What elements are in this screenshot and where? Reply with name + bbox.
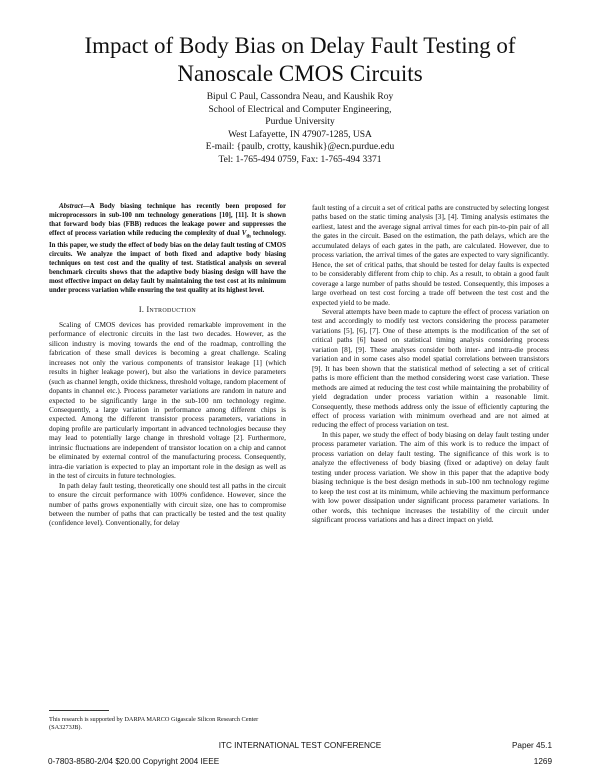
- footer-page-number: 1269: [533, 757, 552, 766]
- footnote-divider: [49, 710, 109, 711]
- footer-conference: ITC INTERNATIONAL TEST CONFERENCE: [218, 741, 382, 750]
- intro-paragraph-4: Several attempts have been made to capture the effect of process variation on test and accordingly to modify test vectors considering the process parameter variations [5], [6], [7]. One of these attempts is the modification of the set of critical paths [6] based on statistical timing analysis considering process variation [8], [9]. These analyses consider both inter- and intra-die process variation and in some cases also model spatial correlations between transistors [9]. It has been shown that the statistical method of selecting a set of critical paths is more efficient than the method considering worst case variation. These methods are aimed at reducing the test cost while maintaining the probability of yield degradation under process variation within a reasonable limit. Consequently, these methods address only the issue of efficiently capturing the effect of process variation with minimum overhead and are not aimed at reducing the effect of process variation on test.: [312, 306, 549, 430]
- author-email: E-mail: {paulb, crotty, kaushik}@ecn.purdue.edu: [205, 142, 395, 153]
- intro-paragraph-1: Scaling of CMOS devices has provided remarkable improvement in the performance of electronic circuits in the last two decades. However, as the silicon industry is moving towards the end of the roadmap, controlling the fabrication of these small devices is becoming a great challenge. Scaling increases not only the various components of transistor leakage [1] (which results in higher leakage power), but also the variations in device parameters (such as channel length, oxide thickness, threshold voltage, random placement of dopants in channel etc.). Process parameter variations are random in nature and expected to be significantly large in the sub-100 nm technology regime. Consequently, a large variation in performance among different chips is expected. Among the different transistor process parameters, variations in doping profile are particularly important in advanced technologies because they may lead to potentially large change in threshold voltage [2]. Furthermore, intrinsic fluctuations are independent of transistor location on a chip and cannot be eliminated by external control of the manufacturing process. Consequently, intra-die variation is expected to play an important role in the design as well as in the test of circuits in future technologies.: [49, 319, 286, 481]
- title-line-1: Impact of Body Bias on Delay Fault Testing of: [84, 33, 516, 58]
- paper-title: [30, 32, 570, 88]
- abstract-label: Abstract: [59, 203, 83, 210]
- abstract: [49, 203, 286, 295]
- intro-paragraph-3: fault testing of a circuit a set of critical paths are constructed by selecting longest paths based on the static timing analysis [3], [4]. Timing analysis estimates the earliest, latest and the average signal arrival times for each pin-to-pin pair of all the gates in the circuit. Based on the estimation, the path delays, which are the accumulated delays of each gates in the path, are calculated. However, due to process variation, the arrival times of the gates are expected to vary significantly. Hence, the set of critical paths, that should be tested for delay faults is expected to be considerably different from chip to chip. As a result, to obtain a good fault coverage a large number of paths should be tested. Consequently, this imposes a large overhead on test cost forcing a trade off between the test cost and the expected yield to be made.: [312, 203, 549, 307]
- author-school: School of Electrical and Computer Engineering,: [208, 104, 392, 115]
- right-column: [312, 203, 549, 524]
- vth-symbol: V: [241, 229, 247, 237]
- footnote: This research is supported by DARPA MARCO Gigascale Silicon Research Center (SA3273JB).: [49, 716, 259, 731]
- section-heading-introduction: I. Introduction: [138, 305, 197, 315]
- abstract-text-1: A Body biasing technique has recently been proposed for microprocessors in sub-100 nm technology generations [10], [11]. It is shown that forward body bias (FBB) reduces the leakage power and suppresses the effect of process variation while reducing the complexity of dual: [49, 203, 286, 237]
- author-address: West Lafayette, IN 47907-1285, USA: [228, 129, 372, 140]
- intro-paragraph-2: In path delay fault testing, theoretically one should test all paths in the circuit to ensure the circuit performance with 100% confidence. However, since the number of paths grows exponentially with circuit size, one has to compromise between the number of paths that can practically be tested and the test quality (confidence level). Conventionally, for delay: [49, 480, 286, 528]
- abstract-dash: —: [82, 203, 90, 210]
- abstract-text-2: technology. In this paper, we study the effect of body bias on the delay fault testing of CMOS circuits. We analyze the impact of both fixed and adaptive body biasing techniques on test cost and the quality of test. Statistical analysis on several benchmark circuits shows that the adaptive body biasing design will have the most effective impact on delay fault by maintaining the test cost at its minimum under process variation while ensuring the test quality at its highest level.: [49, 229, 287, 294]
- author-block: [100, 91, 500, 167]
- author-names: Bipul C Paul, Cassondra Neau, and Kaushik Roy: [206, 92, 394, 102]
- intro-paragraph-5: In this paper, we study the effect of body biasing on delay fault testing under process parameter variation. The aim of this work is to reduce the impact of process variation on delay fault testing. The significance of this work is to analyze the effectiveness of body biasing (fixed or adaptive) on delay fault testing under process variation. We show in this paper that the adaptive body biasing technique is the best design methods in sub-100 nm technology regime to keep the test cost at its minimum, while achieving the maximum performance with low power dissipation under significant process parameter variations. In other words, this technique increases the testability of the circuit under significant process variations and has a direct impact on yield.: [312, 429, 549, 524]
- title-line-2: Nanoscale CMOS Circuits: [177, 61, 423, 86]
- author-university: Purdue University: [265, 117, 335, 128]
- footer-paper-number: Paper 45.1: [511, 741, 552, 750]
- left-column: [49, 203, 286, 528]
- footer-isbn: 0-7803-8580-2/04 $20.00 Copyright 2004 IEEE: [48, 757, 220, 766]
- vth-subscript: th: [246, 234, 251, 240]
- author-phone: Tel: 1-765-494 0759, Fax: 1-765-494 3371: [218, 154, 382, 165]
